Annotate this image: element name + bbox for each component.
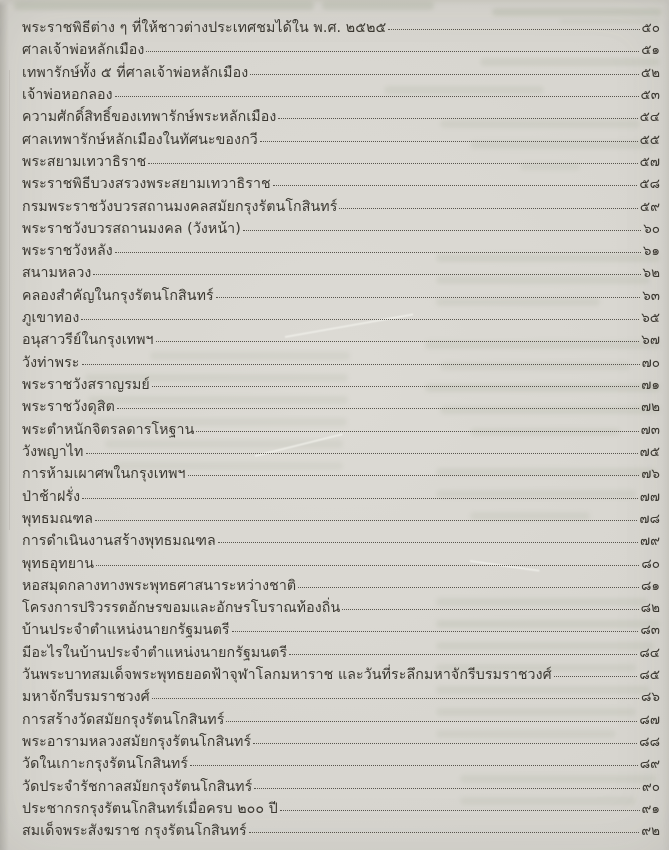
toc-entry-page: ๗๕ — [639, 443, 660, 460]
dotted-leader — [280, 810, 640, 811]
toc-entry — [22, 352, 660, 374]
toc-entry — [22, 17, 660, 39]
toc-entry-page: ๙๑ — [641, 800, 660, 817]
toc-entry-page: ๘๔ — [639, 644, 660, 661]
dotted-leader — [273, 185, 638, 186]
dotted-leader — [226, 721, 637, 722]
toc-entry — [22, 285, 660, 307]
toc-entry-page: ๕๔ — [639, 109, 660, 126]
toc-entry-title: วัดในเกาะกรุงรัตนโกสินทร์ — [22, 756, 189, 773]
toc-entry-title: ศาลเทพารักษ์หลักเมืองในทัศนะของกวี — [22, 131, 258, 148]
dotted-leader — [342, 609, 638, 610]
toc-entry — [22, 798, 660, 820]
dotted-leader — [243, 230, 641, 231]
toc-entry-title: มีอะไรในบ้านประจำตำแหน่งนายกรัฐมนตรี — [22, 644, 288, 661]
toc-entry-title: ภูเขาทอง — [22, 310, 80, 327]
toc-entry-page: ๕๓ — [640, 86, 660, 103]
dotted-leader — [218, 542, 638, 543]
dotted-leader — [278, 118, 637, 119]
toc-entry-page: ๗๓ — [640, 421, 660, 438]
dotted-leader — [188, 475, 640, 476]
toc-entry — [22, 218, 660, 240]
dotted-leader — [232, 631, 639, 632]
dotted-leader — [148, 163, 637, 164]
toc-entry-title: พระอารามหลวงสมัยกรุงรัตนโกสินทร์ — [22, 734, 252, 750]
dotted-leader — [249, 832, 639, 833]
bleed-through-artifact — [14, 1, 314, 10]
toc-entry — [22, 396, 660, 418]
toc-entry-title: สมเด็จพระสังฆราช กรุงรัตนโกสินทร์ — [22, 823, 247, 840]
toc-entry — [22, 642, 660, 664]
toc-entry-title: กรมพระราชวังบวรสถานมงคลสมัยกรุงรัตนโกสินทร์ — [22, 198, 338, 215]
dotted-leader — [115, 96, 639, 97]
toc-entry-page: ๙๒ — [641, 823, 660, 840]
toc-entry-page: ๘๖ — [641, 689, 660, 706]
toc-entry-page: ๗๙ — [639, 533, 660, 550]
dotted-leader — [86, 453, 638, 454]
toc-entry-page: ๗๗ — [639, 488, 660, 505]
toc-entry — [22, 776, 660, 798]
toc-entry — [22, 486, 660, 508]
toc-entry-title: คลองสำคัญในกรุงรัตนโกสินทร์ — [22, 287, 214, 304]
dotted-leader — [152, 698, 639, 699]
toc-entry-page: ๕๘ — [639, 176, 660, 193]
toc-entry-page: ๕๐ — [641, 20, 660, 36]
toc-entry-title: เจ้าพ่อหอกลอง — [22, 86, 113, 103]
toc-entry — [22, 419, 660, 441]
toc-entry — [22, 664, 660, 686]
toc-entry-title: มหาจักรีบรมราชวงศ์ — [22, 689, 150, 706]
toc-entry — [22, 151, 660, 173]
toc-entry-title: พระสยามเทวาธิราช — [22, 153, 147, 170]
toc-entry — [22, 753, 660, 775]
toc-entry-title: หอสมุดกลางทางพระพุทธศาสนาระหว่างชาติ — [22, 577, 297, 594]
dotted-leader — [146, 51, 639, 52]
toc-entry-page: ๖๐ — [643, 220, 660, 237]
dotted-leader — [152, 386, 639, 387]
toc-entry-page: ๘๓ — [640, 622, 660, 639]
toc-entry-page: ๗๐ — [641, 354, 660, 371]
toc-entry-title: พระราชวังดุสิต — [22, 399, 115, 416]
toc-entry-page: ๘๕ — [639, 667, 660, 684]
toc-entry-title: พุทธมณฑล — [22, 510, 94, 527]
toc-entry — [22, 196, 660, 218]
toc-entry-page: ๗๑ — [641, 377, 660, 393]
toc-entry — [22, 441, 660, 463]
toc-entry — [22, 129, 660, 151]
toc-entry-title: พระราชพิธีต่าง ๆ ที่ให้ชาวต่างประเทศชมได้ใน พ.ศ. ๒๕๒๕ — [22, 20, 387, 36]
toc-entry-title: พระราชวังหลัง — [22, 243, 113, 260]
toc-entry — [22, 62, 660, 84]
bleed-through-artifact — [492, 8, 662, 16]
toc-entry-page: ๙๐ — [641, 778, 660, 795]
toc-entry-title: ป่าช้าฝรั่ง — [22, 488, 81, 505]
toc-entry-page: ๖๑ — [642, 243, 660, 260]
toc-entry-title: การดำเนินงานสร้างพุทธมณฑล — [22, 533, 216, 550]
toc-entry-title: วังท่าพระ — [22, 354, 80, 371]
toc-entry-title: อนุสาวรีย์ในกรุงเทพฯ — [22, 332, 154, 349]
bleed-through-artifact — [322, 1, 434, 10]
toc-entry — [22, 39, 660, 61]
toc-entry-page: ๖๒ — [642, 265, 660, 282]
toc-entry — [22, 463, 660, 485]
toc-entry — [22, 262, 660, 284]
toc-entry-title: พระราชวังบวรสถานมงคล (วังหน้า) — [22, 220, 241, 237]
toc-entry-page: ๘๘ — [639, 734, 660, 750]
toc-entry-page: ๕๗ — [639, 153, 660, 170]
toc-entry-title: พระตำหนักจิตรลดารโหฐาน — [22, 421, 195, 438]
toc-entry — [22, 508, 660, 530]
toc-entry — [22, 553, 660, 575]
dotted-leader — [260, 141, 638, 142]
toc-entry — [22, 307, 660, 329]
toc-entry-title: เทพารักษ์ทั้ง ๕ ที่ศาลเจ้าพ่อหลักเมือง — [22, 64, 249, 81]
toc-entry-page: ๘๐ — [641, 555, 660, 572]
toc-entry — [22, 240, 660, 262]
toc-entry-page: ๕๕ — [639, 131, 660, 148]
toc-entry-title: วัดประจำรัชกาลสมัยกรุงรัตนโกสินทร์ — [22, 778, 253, 795]
dotted-leader — [196, 431, 638, 432]
dotted-leader — [298, 587, 639, 588]
toc-entry-page: ๗๖ — [641, 466, 660, 483]
toc-entry — [22, 597, 660, 619]
toc-entry-page: ๖๕ — [641, 310, 660, 327]
scan-edge-line — [9, 70, 10, 530]
dotted-leader — [82, 498, 638, 499]
toc-entry-page: ๖๓ — [642, 287, 660, 304]
dotted-leader — [115, 252, 641, 253]
toc-entry — [22, 686, 660, 708]
dotted-leader — [81, 319, 639, 320]
toc-entry-page: ๘๒ — [640, 600, 660, 617]
toc-entry — [22, 731, 660, 753]
toc-entry-page: ๕๙ — [639, 198, 660, 215]
dotted-leader — [216, 297, 640, 298]
toc-entry-title: พุทธอุทยาน — [22, 555, 95, 572]
dotted-leader — [250, 74, 639, 75]
toc-entry-title: สนามหลวง — [22, 265, 92, 282]
toc-entry-page: ๘๑ — [641, 577, 660, 594]
dotted-leader — [93, 274, 640, 275]
toc-entry-title: วันพระบาทสมเด็จพระพุทธยอดฟ้าจุฬาโลกมหาราช และวันที่ระลึกมหาจักรีบรมราชวงศ์ — [22, 667, 552, 684]
toc-entry-title: วังพญาไท — [22, 443, 84, 460]
toc-entry-title: พระราชพิธีบวงสรวงพระสยามเทวาธิราช — [22, 176, 271, 193]
toc-entry-page: ๖๗ — [641, 332, 660, 349]
toc-entry-title: ความศักดิ์สิทธิ์ของเทพารักษ์พระหลักเมือง — [22, 109, 277, 126]
toc-entry — [22, 329, 660, 351]
toc-entry-title: พระราชวังสราญรมย์ — [22, 377, 150, 393]
dotted-leader — [95, 520, 637, 521]
dotted-leader — [82, 364, 640, 365]
toc-entry-title: บ้านประจำตำแหน่งนายกรัฐมนตรี — [22, 622, 230, 639]
dotted-leader — [388, 29, 639, 30]
dotted-leader — [254, 788, 640, 789]
toc-entry — [22, 374, 660, 396]
toc-entry — [22, 820, 660, 842]
dotted-leader — [117, 408, 639, 409]
toc-entry-page: ๗๘ — [639, 510, 660, 527]
toc-list — [22, 17, 660, 843]
dotted-leader — [253, 743, 637, 744]
toc-entry-page: ๗๒ — [640, 399, 660, 416]
dotted-leader — [289, 654, 637, 655]
dotted-leader — [554, 676, 638, 677]
toc-entry-title: โครงการปริวรรตอักษรขอมและอักษรโบราณท้องถิ่น — [22, 600, 341, 617]
toc-entry — [22, 530, 660, 552]
toc-entry-page: ๕๑ — [641, 42, 660, 59]
toc-entry-page: ๘๙ — [639, 756, 660, 773]
toc-entry-title: ประชากรกรุงรัตนโกสินทร์เมื่อครบ ๒๐๐ ปี — [22, 800, 278, 817]
dotted-leader — [339, 208, 637, 209]
toc-entry-title: การสร้างวัดสมัยกรุงรัตนโกสินทร์ — [22, 711, 225, 728]
toc-entry — [22, 173, 660, 195]
dotted-leader — [156, 341, 640, 342]
dotted-leader — [96, 565, 639, 566]
dotted-leader — [190, 765, 638, 766]
toc-entry-title: การห้ามเผาศพในกรุงเทพฯ — [22, 466, 186, 483]
toc-entry — [22, 106, 660, 128]
toc-entry-page: ๘๗ — [639, 711, 660, 728]
toc-entry-title: ศาลเจ้าพ่อหลักเมือง — [22, 42, 145, 59]
toc-entry — [22, 84, 660, 106]
toc-entry-page: ๕๒ — [640, 64, 660, 81]
toc-entry — [22, 575, 660, 597]
toc-entry — [22, 709, 660, 731]
toc-entry — [22, 619, 660, 641]
